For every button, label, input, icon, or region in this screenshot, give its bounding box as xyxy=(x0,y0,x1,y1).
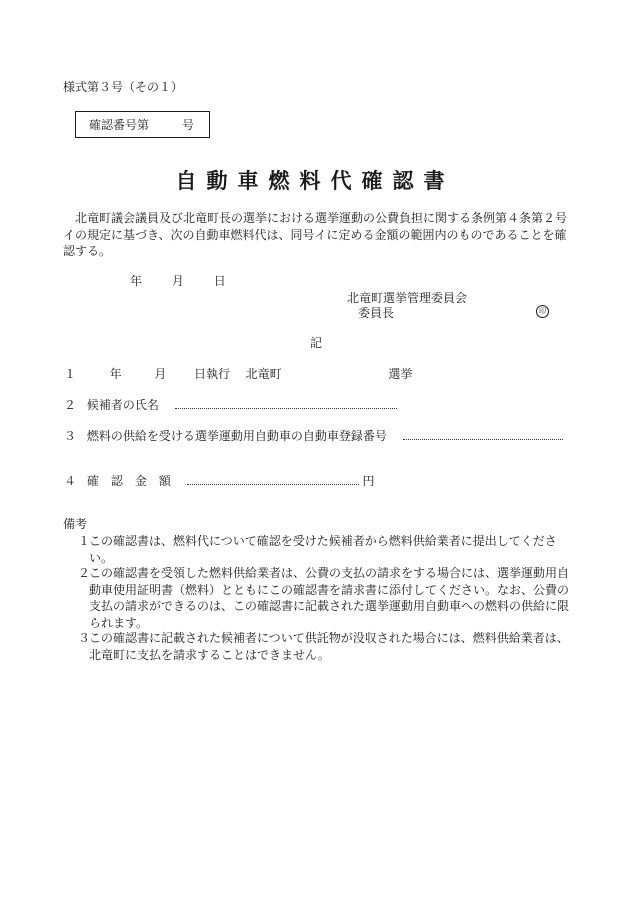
item1-town: 北竜町 xyxy=(245,367,282,381)
date-line xyxy=(130,273,252,289)
remark-note-text: この確認書に記載された候補者について供託物が没収された場合には、燃料供給業者は、北竜町に支払を請求することはできません。 xyxy=(89,631,569,662)
item4-unit: 円 xyxy=(362,474,375,488)
form-number: 様式第３号（その１） xyxy=(63,80,184,94)
item1-month: 月 xyxy=(154,367,167,381)
document-title: 自動車燃料代確認書 xyxy=(175,168,455,193)
remarks-heading: 備考 xyxy=(63,517,88,531)
item-election xyxy=(64,366,412,382)
item2-label: 候補者の氏名 xyxy=(86,398,159,412)
remark-note-number: ３ xyxy=(78,631,91,645)
item-registration-number xyxy=(64,428,563,444)
remark-note-text: この確認書を受領した燃料供給業者は、公費の支払の請求をする場合には、選挙運動用自動車使用証明書（燃料）とともにこの確認書を請求書に添付してください。なお、公費の支払の請求ができるのは、この確認書に記載された選挙運動用自動車への燃料の供給に限られます。 xyxy=(89,566,570,630)
remark-note xyxy=(78,565,579,631)
item1-day-exec: 日執行 xyxy=(194,367,231,381)
item2-number: ２ xyxy=(64,398,77,412)
candidate-name-line xyxy=(175,398,397,409)
confirmation-number-prefix: 確認番号第 xyxy=(89,118,150,132)
item3-label: 燃料の供給を受ける選挙運動用自動車の自動車登録番号 xyxy=(86,429,387,443)
remark-note-text: この確認書は、燃料代について確認を受けた候補者から燃料供給業者に提出してください。 xyxy=(89,534,557,565)
chair-title: 委員長 xyxy=(358,306,395,320)
remark-note-number: ２ xyxy=(78,566,91,580)
registration-number-line xyxy=(403,429,563,440)
item4-label: 確 認 金 額 xyxy=(86,474,171,488)
date-day: 日 xyxy=(213,274,226,288)
date-month: 月 xyxy=(171,274,184,288)
committee-name: 北竜町選挙管理委員会 xyxy=(347,291,468,305)
remark-note xyxy=(78,533,579,566)
seal-mark: 印 xyxy=(536,305,549,318)
item-candidate-name xyxy=(64,397,397,413)
ki-heading: 記 xyxy=(310,336,323,350)
intro-paragraph: 北竜町議会議員及び北竜町長の選挙における選挙運動の公費負担に関する条例第４条第２号イの規定に基づき、次の自動車燃料代は、同号イに定める金額の範囲内のものであることを確認する。 xyxy=(63,211,568,258)
item1-year: 年 xyxy=(109,367,122,381)
item4-number: ４ xyxy=(64,474,77,488)
item3-number: ３ xyxy=(64,429,77,443)
confirmation-number-box xyxy=(75,111,210,138)
item-confirmed-amount xyxy=(64,473,375,489)
remark-note xyxy=(78,630,579,663)
date-year: 年 xyxy=(130,274,143,288)
item1-number: １ xyxy=(64,367,77,381)
confirmation-number-suffix: 号 xyxy=(182,118,195,132)
item1-election: 選挙 xyxy=(388,367,413,381)
remark-note-number: １ xyxy=(78,534,91,548)
amount-line xyxy=(187,474,359,485)
